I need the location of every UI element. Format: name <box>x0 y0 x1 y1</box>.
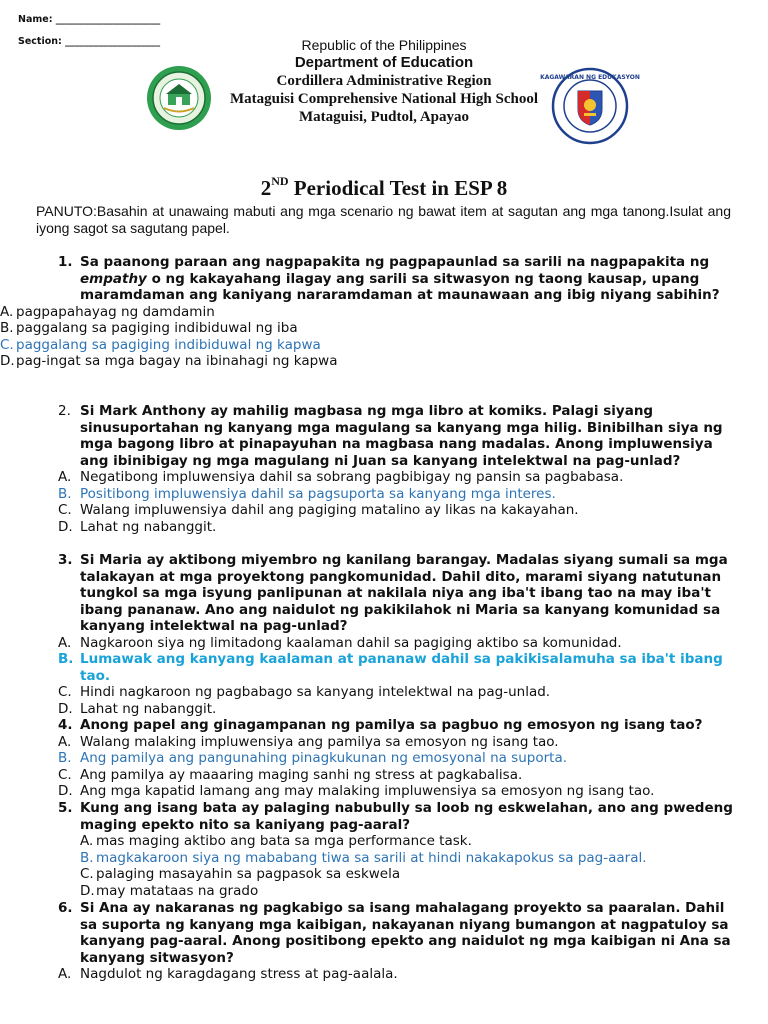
section-field-label: Section: ____________________ <box>18 36 161 47</box>
q5-option-a[interactable]: A. mas maging aktibo ang bata sa mga performance task. <box>80 833 472 849</box>
q2-option-b[interactable]: B. Positibong impluwensiya dahil sa pagsuporta sa kanyang mga interes. <box>58 485 556 502</box>
question-6-stem: 6. Si Ana ay nakaranas ng pagkabigo sa isang mahalagang proyekto sa paaralan. Dahil sa suporta ng kanyang mga kaibigan, nakayanan niyang bumangon at nagpatuloy sa kanyang pag-aaral. Anong positibong epekto ang naidulot ng mga kaibigan ni Ana sa kanyang sitwasyon? <box>58 900 731 966</box>
question-6 <box>36 900 736 983</box>
q5-option-c[interactable]: C. palaging masayahin sa pagpasok sa eskwela <box>80 866 401 882</box>
q1-option-c[interactable]: C. paggalang sa pagiging indibiduwal ng kapwa <box>0 336 321 353</box>
instructions: PANUTO:Basahin at unawaing mabuti ang mga scenario ng bawat item at sagutan ang mga tanong.Isulat ang iyong sagot sa sagutang papel. <box>36 203 731 236</box>
q3-option-c[interactable]: C. Hindi nagkaroon ng pagbabago sa kanyang intelektwal na pag-unlad. <box>58 684 551 700</box>
header-school: Mataguisi Comprehensive National High School <box>229 91 539 107</box>
q2-option-d[interactable]: D. Lahat ng nabanggit. <box>58 518 217 535</box>
q4-option-a[interactable]: A. Walang malaking impluwensiya ang pamilya sa emosyon ng isang tao. <box>58 733 559 750</box>
q6-option-a[interactable]: A. Nagdulot ng karagdagang stress at pag-aalala. <box>58 966 398 982</box>
question-4-stem: 4. Anong papel ang ginagampanan ng pamilya sa pagbuo ng emosyon ng isang tao? <box>58 717 703 733</box>
q2-option-c[interactable]: C. Walang impluwensiya dahil ang pagiging matalino ay likas na kakayahan. <box>58 502 579 518</box>
name-field-label: Name: ______________________ <box>18 14 161 25</box>
q1-option-b[interactable]: B. paggalang sa pagiging indibiduwal ng iba <box>0 320 298 336</box>
q4-option-d[interactable]: D. Ang mga kapatid lamang ang may malaking impluwensiya sa emosyon ng isang tao. <box>58 783 655 799</box>
question-2 <box>36 403 736 535</box>
q1-option-a[interactable]: A. pagpapahayag ng damdamin <box>0 303 215 320</box>
header-republic: Republic of the Philippines <box>301 37 467 53</box>
q4-option-b[interactable]: B. Ang pamilya ang pangunahing pinagkukunan ng emosyonal na suporta. <box>58 750 568 766</box>
svg-text:KAGAWARAN NG EDUKASYON: KAGAWARAN NG EDUKASYON <box>540 74 640 81</box>
question-3-stem: 3. Si Maria ay aktibong miyembro ng kanilang barangay. Madalas siyang sumali sa mga talakayan at mga proyektong pangkomunidad. Dahil dito, marami siyang natutunan tungkol sa mga isyung panlipunan at nakilala niya ang iba't ibang tao na may iba't ibang pananaw. Ano ang naidulot ng pakikilahok ni Maria sa kanyang komunidad sa kanyang intelektwal na pag-unlad? <box>58 552 728 634</box>
header-region: Cordillera Administrative Region <box>276 73 492 89</box>
q1-option-d[interactable]: D. pag-ingat sa mga bagay na ibinahagi ng kapwa <box>0 353 338 369</box>
question-2-stem: 2. Si Mark Anthony ay mahilig magbasa ng mga libro at komiks. Palagi siyang sinusuportahan ng kanyang mga magulang sa kanyang mga hilig. Binibilhan siya ng mga bagong libro at pinapayuhan na magbasa nang madalas. Anong impluwensiya ang ibinibigay ng mga magulang ni Juan sa kanyang intelektwal na pag-unlad? <box>58 403 723 469</box>
question-5-stem: 5. Kung ang isang bata ay palaging nabubully sa loob ng eskwelahan, ano ang pwedeng maging epekto nito sa kaniyang pag-aaral? <box>58 800 733 833</box>
q2-option-a[interactable]: A. Negatibong impluwensiya dahil sa sobrang pagbibigay ng pansin sa pagbabasa. <box>58 469 624 485</box>
header-department: Department of Education <box>294 54 474 71</box>
question-1 <box>0 254 736 370</box>
q4-option-c[interactable]: C. Ang pamilya ay maaaring maging sanhi ng stress at pagkabalisa. <box>58 766 523 783</box>
q3-option-b[interactable]: B. Lumawak ang kanyang kaalaman at pananaw dahil sa pakikisalamuha sa iba't ibang tao. <box>58 651 723 684</box>
q3-option-a[interactable]: A. Nagkaroon siya ng limitadong kaalaman dahil sa pagiging aktibo sa komunidad. <box>58 634 622 651</box>
page-title: 2ND Periodical Test in ESP 8 <box>260 174 508 200</box>
q5-option-d[interactable]: D. may matataas na grado <box>80 882 259 899</box>
header-address: Mataguisi, Pudtol, Apayao <box>298 109 470 125</box>
question-3 <box>36 552 736 717</box>
question-1-stem: 1. Sa paanong paraan ang nagpapakita ng pagpapaunlad sa sarili na nagpapakita ng empathy o ng kakayahang ilagay ang sarili sa sitwasyon ng taong kausap, upang maramdaman ang kaniyang nararamdaman at maunawaan ang ibig niyang sabihin? <box>58 254 720 303</box>
q3-option-d[interactable]: D. Lahat ng nabanggit. <box>58 700 217 717</box>
question-4 <box>36 717 736 800</box>
q5-option-b[interactable]: B. magkakaroon siya ng mababang tiwa sa sarili at hindi nakakapokus sa pag-aaral. <box>80 849 647 866</box>
question-5 <box>36 800 736 899</box>
